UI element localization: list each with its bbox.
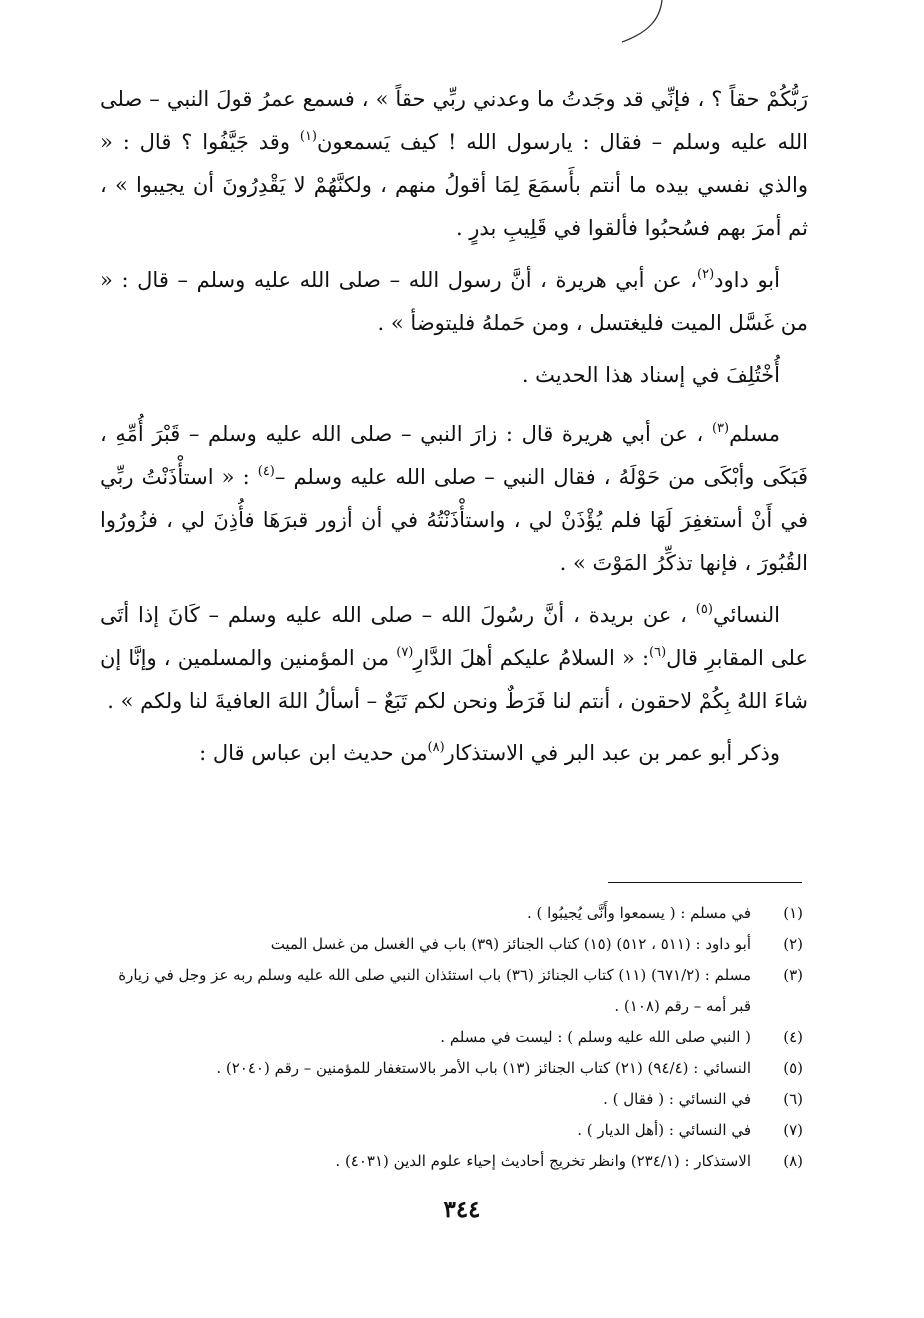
footnote-text: في النسائي : ( فقال ) . [603, 1090, 751, 1108]
paragraph-nasai [100, 594, 808, 723]
footnote-text: الاستذكار : (٢٣٤/١) وانظر تخريج أحاديث إحياء علوم الدين (٤٠٣١) . [335, 1152, 751, 1170]
text-segment: من المؤمنين والمسلمين ، وإنَّا إن شاءَ اللهُ بِكُمْ لاحقون ، أنتم لنا فَرَطٌ ونحن لكم تَبَعٌ – أسألُ اللهَ العافيةَ لنا ولكم » . [100, 646, 808, 713]
footnote-2 [100, 929, 803, 960]
footnote-7 [100, 1115, 803, 1146]
footnote-number: (٤) [783, 1028, 803, 1046]
paragraph-abu-dawud [100, 259, 808, 345]
text-segment: : « استأْذَنْتُ ربِّي في أَنْ أستغفِرَ لَهَا فلم يُؤْذَنْ لي ، واستأْذَنْتُهُ في أن أزور قبرَهَا فأُذِنَ لي ، فزُورُوا القُبُورَ ، فإنها تذكِّرُ المَوْتَ » . [100, 465, 808, 575]
footnote-text: ( النبي صلى الله عليه وسلم ) : ليست في مسلم . [440, 1028, 751, 1046]
text-segment: النسائي [712, 603, 780, 627]
footnote-ref-7[interactable]: (٧) [396, 645, 414, 660]
footnote-separator [608, 882, 802, 883]
footnote-ref-3[interactable]: (٣) [711, 421, 730, 436]
footnote-ref-8[interactable]: (٨) [427, 740, 445, 755]
text-segment: مسلم [729, 422, 780, 446]
text-segment: أبو داود [714, 268, 780, 292]
footnote-number: (٢) [783, 935, 803, 953]
text-segment: ، عن بريدة ، أنَّ رسُولَ الله – صلى الله عليه وسلم – كَانَ إذا أتَى على المقابرِ قال [100, 603, 808, 670]
text-segment: ، عن أبي هريرة ، أنَّ رسول الله – صلى الله عليه وسلم – قال : « من غَسَّل الميت فليغتسل ، ومن حَملهُ فليتوضأ » . [100, 268, 808, 335]
footnote-number: (٧) [783, 1121, 803, 1139]
text-segment: وقد جَيَّفُوا ؟ قال : « والذي نفسي بيده ما أنتم بأَسمَعَ لِمَا أقولُ منهم ، ولكنَّهُمْ لا يَقْدِرُونَ أن يجيبوا » ، ثم أمرَ بهم فسُحبُوا فألقوا في قَلِيبِ بدرٍ . [100, 130, 808, 240]
footnote-number: (٨) [783, 1152, 803, 1170]
footnote-1 [100, 898, 803, 929]
text-segment: وذكر أبو عمر بن عبد البر في الاستذكار [444, 741, 780, 765]
footnote-ref-5[interactable]: (٥) [695, 602, 713, 617]
footnote-ref-2[interactable]: (٢) [697, 267, 715, 282]
footnote-8 [100, 1146, 803, 1177]
footnote-ref-4[interactable]: (٤) [257, 464, 275, 479]
footnotes-section [100, 898, 803, 1177]
footnote-5 [100, 1053, 803, 1084]
paragraph-istidhkar [100, 732, 808, 775]
footnote-text: في النسائي : (أهل الديار ) . [577, 1121, 751, 1139]
footnote-3 [100, 960, 803, 1022]
corner-pen-stroke [600, 0, 670, 50]
footnote-number: (٣) [783, 966, 803, 984]
footnote-6 [100, 1084, 803, 1115]
main-text-body [100, 78, 808, 784]
footnote-text: مسلم : (٦٧١/٢) (١١) كتاب الجنائز (٣٦) باب استئذان النبي صلى الله عليه وسلم ربه عز وجل في زيارة قبر أمه – رقم (١٠٨) . [118, 966, 751, 1015]
footnote-ref-6[interactable]: (٦) [649, 645, 667, 660]
text-segment: من حديث ابن عباس قال : [199, 741, 428, 765]
text-segment: رَبُّكُمْ حقاً ؟ ، فإنِّي قد وجَدتُ ما وعدني ربِّي حقاً » ، فسمع عمرُ قولَ النبي – صلى الله عليه وسلم – فقال : يارسول الله ! كيف يَسمعون [100, 87, 808, 154]
text-segment: ، عن أبي هريرة قال : زارَ النبي – صلى الله عليه وسلم – قَبْرَ أُمِّهِ ، فَبَكَى وأبْكَى من حَوْلَهُ ، فقال النبي – صلى الله عليه وسلم – [100, 422, 808, 489]
footnote-text: أبو داود : (٥١١ ، ٥١٢) (١٥) كتاب الجنائز (٣٩) باب في الغسل من غسل الميت [270, 935, 751, 953]
footnote-4 [100, 1022, 803, 1053]
paragraph-hadith-badr [100, 78, 808, 250]
page-number: ٣٤٤ [443, 1196, 481, 1223]
footnote-text: النسائي : (٩٤/٤) (٢١) كتاب الجنائز (١٣) باب الأمر بالاستغفار للمؤمنين – رقم (٢٠٤٠) . [216, 1059, 751, 1077]
footnote-number: (٥) [783, 1059, 803, 1077]
footnote-number: (٦) [783, 1090, 803, 1108]
footnote-text: في مسلم : ( يسمعوا وأَنَّى يُجيبُوا ) . [526, 904, 751, 922]
text-segment: : « السلامُ عليكم أهلَ الدَّارِ [413, 646, 650, 670]
paragraph-muslim [100, 413, 808, 585]
paragraph-isnad-note: أُخْتُلِفَ في إسناد هذا الحديث . [521, 363, 780, 387]
footnote-ref-1[interactable]: (١) [299, 129, 317, 144]
footnote-number: (١) [783, 904, 803, 922]
